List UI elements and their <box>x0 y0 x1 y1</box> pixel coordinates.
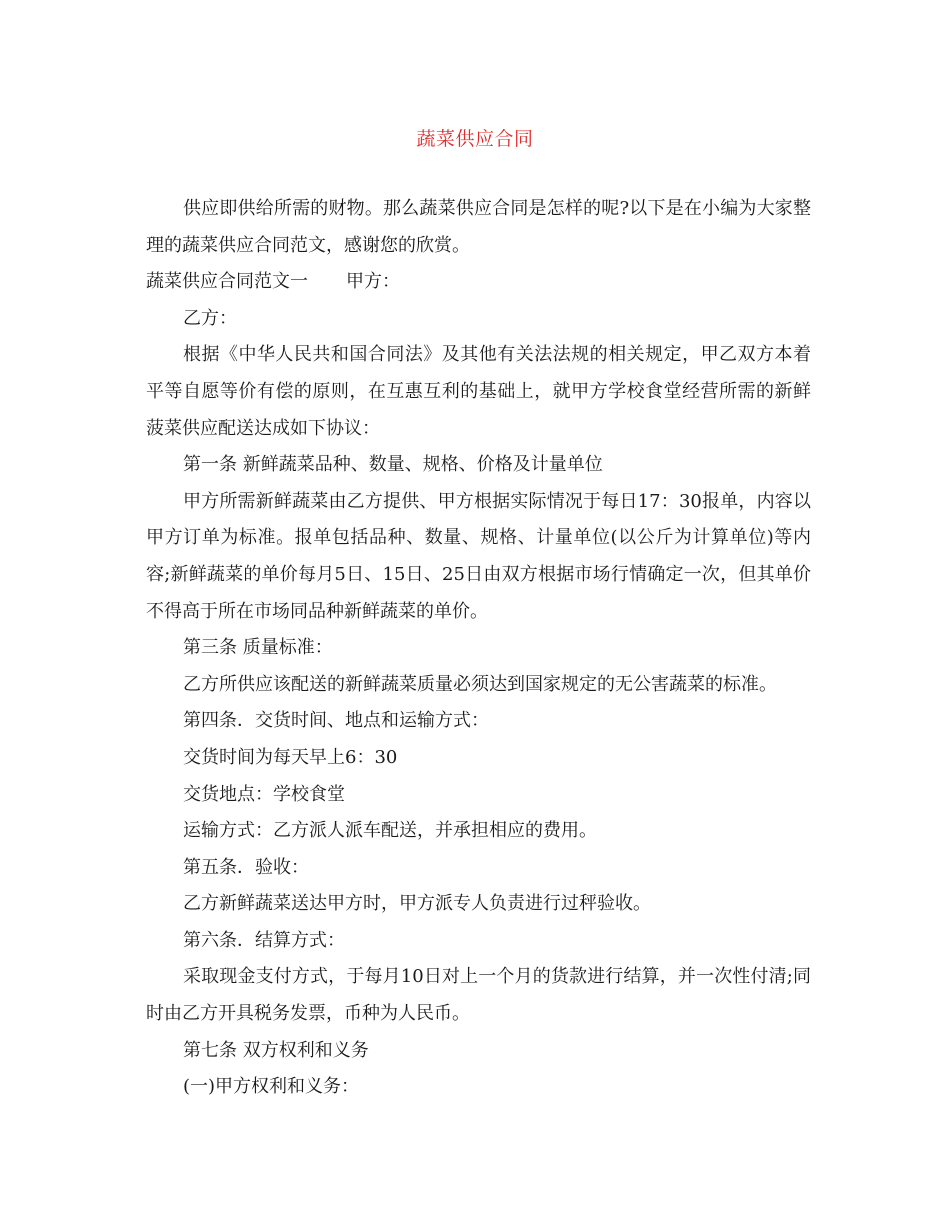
article-5-heading: 第五条．验收： <box>183 856 309 878</box>
article-4-heading: 第四条．交货时间、地点和运输方式： <box>183 710 489 732</box>
article-6-body: 采取现金支付方式，于每月10日对上一个月的货款进行结算，并一次性付清;同时由乙方开具税务发票，币种为人民币。 <box>146 966 811 1025</box>
article-5-body: 乙方新鲜蔬菜送达甲方时，甲方派专人负责进行过秤验收。 <box>183 893 651 915</box>
party-a-rights-heading: (一)甲方权利和义务： <box>183 1076 360 1098</box>
sample-heading: 蔬菜供应合同范文一 <box>146 271 308 293</box>
transport-method: 运输方式：乙方派人派车配送，并承担相应的费用。 <box>183 820 597 842</box>
document-body <box>146 191 811 1106</box>
document-title: 蔬菜供应合同 <box>416 128 534 150</box>
article-3-heading: 第三条 质量标准： <box>183 637 333 659</box>
intro-paragraph: 供应即供给所需的财物。那么蔬菜供应合同是怎样的呢?以下是在小编为大家整理的蔬菜供应合同范文，感谢您的欣赏。 <box>146 198 811 256</box>
party-a-label: 甲方： <box>346 271 400 293</box>
article-1-heading: 第一条 新鲜蔬菜品种、数量、规格、价格及计量单位 <box>183 454 603 476</box>
party-b-label: 乙方： <box>183 307 237 329</box>
sample-heading-line <box>146 264 811 301</box>
article-7-heading: 第七条 双方权利和义务 <box>183 1039 369 1061</box>
article-3-body: 乙方所供应该配送的新鲜蔬菜质量必须达到国家规定的无公害蔬菜的标准。 <box>183 673 777 695</box>
article-1-body: 甲方所需新鲜蔬菜由乙方提供、甲方根据实际情况于每日17：30报单，内容以甲方订单为标准。报单包括品种、数量、规格、计量单位(以公斤为计算单位)等内容;新鲜蔬菜的单价每月5日、15日、25日由双方根据市场行情确定一次，但其单价不得高于所在市场同品种新鲜蔬菜的单价。 <box>146 490 811 622</box>
delivery-time: 交货时间为每天早上6：30 <box>183 746 398 768</box>
article-6-heading: 第六条．结算方式： <box>183 929 345 951</box>
preamble-paragraph: 根据《中华人民共和国合同法》及其他有关法法规的相关规定，甲乙双方本着平等自愿等价有偿的原则，在互惠互利的基础上，就甲方学校食堂经营所需的新鲜菠菜供应配送达成如下协议： <box>146 344 811 439</box>
delivery-place: 交货地点：学校食堂 <box>183 783 345 805</box>
